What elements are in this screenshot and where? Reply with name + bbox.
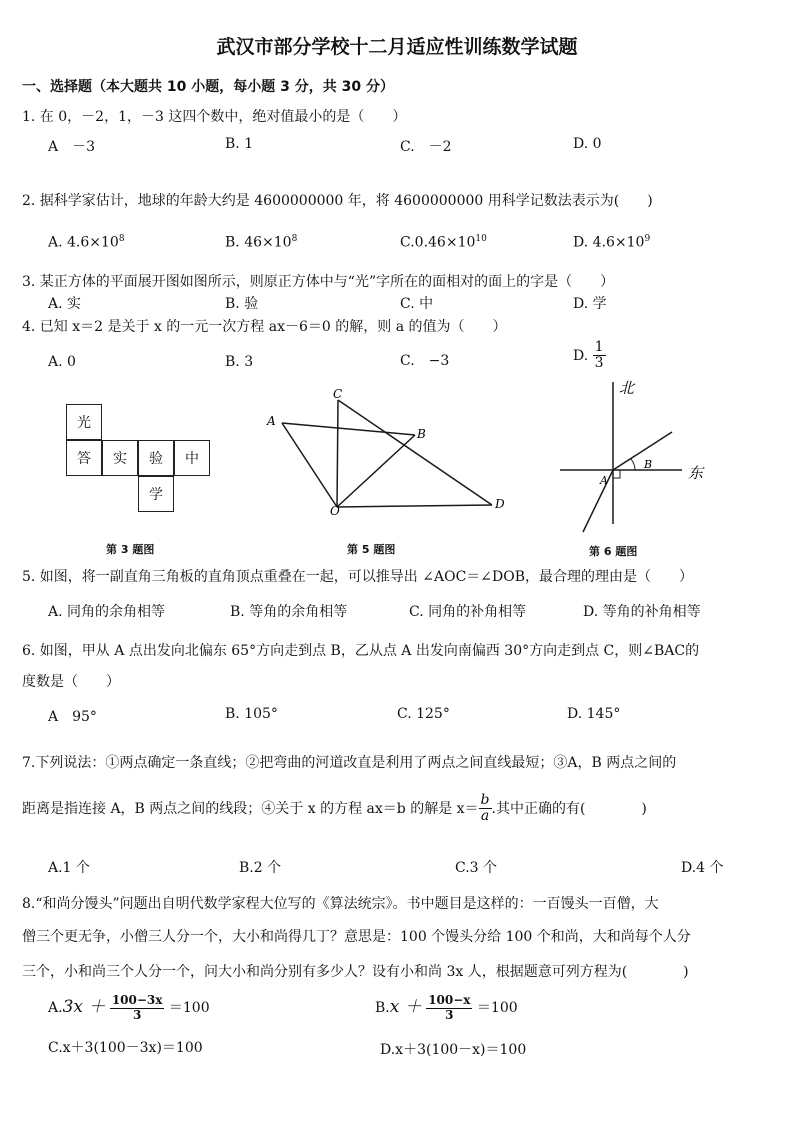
q8-option-c[interactable]: C.x＋3(100－3x)＝100 (48, 1040, 203, 1056)
fig5-label-c: C (333, 387, 343, 401)
q7-option-b[interactable]: B.2 个 (239, 860, 282, 876)
q1-stem: 1. 在 0，－2，1，－3 这四个数中，绝对值最小的是（ ） (22, 109, 407, 125)
fig6-ray-ab (613, 432, 672, 470)
q3-option-d[interactable]: D. 学 (573, 296, 607, 312)
fig6-ray-ac (583, 470, 613, 532)
fig5-label-d: D (495, 497, 505, 511)
q7-stem-line1: 7.下列说法：①两点确定一条直线；②把弯曲的河道改直是利用了两点之间直线最短；③A，B 两点之间的 (22, 755, 677, 771)
fig5-line-ao (282, 423, 337, 507)
q2-stem: 2. 据科学家估计，地球的年龄大约是 4600000000 年，将 4600000000 用科学记数法表示为( ) (22, 193, 653, 209)
q6-stem-line2: 度数是（ ） (22, 674, 120, 690)
q6-stem-line1: 6. 如图，甲从 A 点出发向北偏东 65°方向走到点 B，乙从点 A 出发向南偏西 30°方向走到点 C，则∠BAC的 (22, 643, 700, 659)
figure-3-caption: 第 3 题图 (106, 543, 155, 556)
figure-5-caption: 第 5 题图 (347, 543, 396, 556)
q5-option-a[interactable]: A. 同角的余角相等 (48, 604, 166, 620)
q8-option-a[interactable]: A.3x ＋ $\frac{100-3x}{3}$ ＝100 (48, 993, 210, 1022)
fig5-line-ab (282, 423, 415, 435)
q4-option-c[interactable]: C. −3 (400, 353, 450, 369)
q3-stem: 3. 某正方体的平面展开图如图所示，则原正方体中与“光”字所在的面相对的面上的字是（ ） (22, 274, 615, 290)
q4-stem: 4. 已知 x＝2 是关于 x 的一元一次方程 ax－6＝0 的解，则 a 的值为（ ） (22, 319, 507, 335)
fig5-label-a: A (267, 414, 276, 428)
q8-stem-line2: 僧三个更无争，小僧三人分一个，大小和尚得几丁？意思是：100 个馒头分给 100 个和尚，大和尚每个人分 (22, 929, 691, 945)
fig6-right-angle-mark (613, 470, 620, 478)
figure-6-caption: 第 6 题图 (589, 545, 638, 558)
fig6-label-angle: B (644, 458, 653, 471)
q2-option-a[interactable]: A. $4.6\times 10^8$ (48, 234, 125, 251)
q1-option-c[interactable]: C. －2 (400, 139, 452, 155)
net-cell-shi: 实 (102, 440, 138, 476)
q3-option-b[interactable]: B. 验 (225, 296, 259, 312)
fig5-line-ob (337, 435, 415, 507)
fig6-label-north: 北 (619, 379, 635, 397)
fig5-line-co (337, 400, 338, 507)
q5-option-b[interactable]: B. 等角的余角相等 (230, 604, 348, 620)
figure-6-diagram (556, 372, 726, 537)
q8-stem-line1: 8.“和尚分馒头”问题出自明代数学家程大位写的《算法统宗》。书中题目是这样的：一百馒头一百僧，大 (22, 896, 659, 912)
q2-option-d[interactable]: D. $4.6\times 10^9$ (573, 234, 651, 251)
q4-option-d[interactable]: D. $\frac{1}{3}$ (573, 339, 604, 372)
q1-option-a[interactable]: A －3 (48, 139, 96, 155)
q5-stem: 5. 如图，将一副直角三角板的直角顶点重叠在一起，可以推导出 ∠AOC＝∠DOB，最合理的理由是（ ） (22, 569, 694, 585)
figure-5-diagram (255, 385, 520, 520)
q5-option-d[interactable]: D. 等角的补角相等 (583, 604, 701, 620)
fig5-line-od (337, 505, 492, 507)
q1-option-d[interactable]: D. 0 (573, 136, 602, 152)
q5-option-c[interactable]: C. 同角的补角相等 (409, 604, 527, 620)
fig5-label-o: O (330, 504, 340, 518)
fig5-label-b: B (417, 427, 426, 441)
q4-option-b[interactable]: B. 3 (225, 354, 254, 370)
fig6-label-a: A (600, 474, 608, 487)
q6-option-c[interactable]: C. 125° (397, 706, 450, 722)
section-heading: 一、选择题（本大题共 10 小题，每小题 3 分，共 30 分） (22, 79, 394, 95)
q8-option-d[interactable]: D.x＋3(100－x)＝100 (380, 1042, 527, 1058)
net-cell-guang: 光 (66, 404, 102, 440)
q6-option-b[interactable]: B. 105° (225, 706, 278, 722)
page-title: 武汉市部分学校十二月适应性训练数学试题 (216, 36, 578, 58)
fig6-label-east: 东 (688, 464, 704, 482)
q7-option-d[interactable]: D.4 个 (681, 860, 724, 876)
q2-option-b[interactable]: B. $46\times 10^8$ (225, 234, 298, 251)
q7-option-a[interactable]: A.1 个 (48, 860, 90, 876)
fig5-line-cd (338, 400, 492, 505)
q7-option-c[interactable]: C.3 个 (455, 860, 498, 876)
q6-option-a[interactable]: A 95° (48, 709, 97, 725)
q8-stem-line3: 三个，小和尚三个人分一个，问大小和尚分别有多少人？设有小和尚 3x 人，根据题意可列方程为( ) (22, 964, 689, 980)
net-cell-yan: 验 (138, 440, 174, 476)
net-cell-xue: 学 (138, 476, 174, 512)
q3-option-c[interactable]: C. 中 (400, 296, 434, 312)
q6-option-d[interactable]: D. 145° (567, 706, 621, 722)
q7-stem-line2: 距离是指连接 A，B 两点之间的线段；④关于 x 的方程 ax＝b 的解是 x＝ $\frac{b}{a}$ .其中正确的有( ) (22, 792, 647, 825)
net-cell-da: 答 (66, 440, 102, 476)
q3-option-a[interactable]: A. 实 (48, 296, 82, 312)
q4-option-a[interactable]: A. 0 (48, 354, 76, 370)
net-cell-zhong: 中 (174, 440, 210, 476)
q2-option-c[interactable]: $C.0.46\times 10^{10}$ (400, 234, 487, 251)
q8-option-b[interactable]: B.x ＋ $\frac{100-x}{3}$ ＝100 (375, 993, 518, 1022)
fig6-angle-arc (631, 459, 635, 470)
q1-option-b[interactable]: B. 1 (225, 136, 254, 152)
